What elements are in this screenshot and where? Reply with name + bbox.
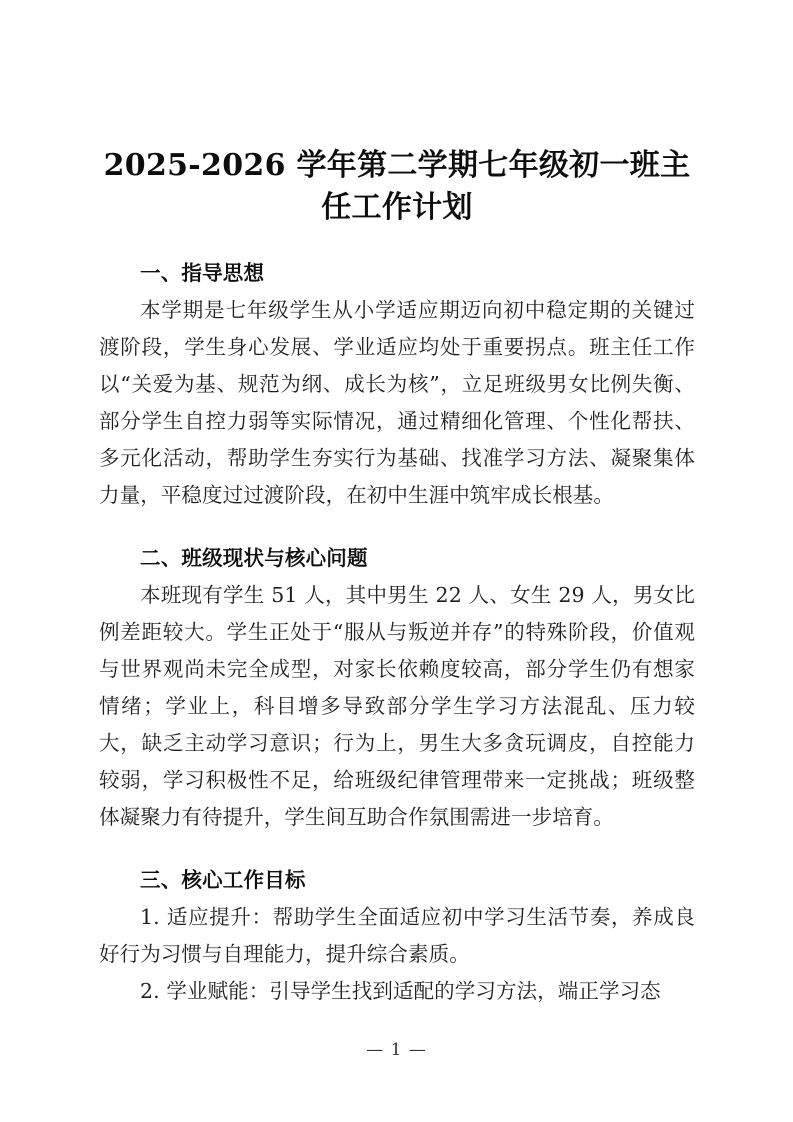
section-3-paragraph-1: 1. 适应提升：帮助学生全面适应初中学习生活节奏，养成良好行为习惯与自理能力，提升综合素质。 — [99, 905, 695, 966]
section-3-paragraph-2: 2. 学业赋能：引导学生找到适配的学习方法，端正学习态 — [140, 979, 661, 1003]
page-number: — 1 — — [366, 1040, 427, 1060]
section-1-paragraph-1: 本学期是七年级学生从小学适应期迈向初中稳定期的关键过渡阶段，学生身心发展、学业适应均处于重要拐点。班主任工作以“关爱为基、规范为纲、成长为核”，立足班级男女比例失衡、部分学生自控力弱等实际情况，通过精细化管理、个性化帮扶、多元化活动，帮助学生夯实行为基础、找准学习方法、凝聚集体力量，平稳度过过渡阶段，在初中生涯中筑牢成长根基。 — [99, 298, 695, 507]
page-title: 2025-2026 学年第二学期七年级初一班主任工作计划 — [103, 148, 691, 225]
section-2-paragraph-1: 本班现有学生 51 人，其中男生 22 人、女生 29 人，男女比例差距较大。学生正处于“服从与叛逆并存”的特殊阶段，价值观与世界观尚未完全成型，对家长依赖度较高，部分学生仍有想家情绪；学业上，科目增多导致部分学生学习方法混乱、压力较大，缺乏主动学习意识；行为上，男生大多贪玩调皮，自控能力较弱，学习积极性不足，给班级纪律管理带来一定挑战；班级整体凝聚力有待提升，学生间互助合作氛围需进一步培育。 — [99, 583, 695, 829]
section-heading-3: 三、核心工作目标 — [140, 868, 306, 892]
section-heading-2: 二、班级现状与核心问题 — [140, 546, 368, 570]
document-content — [99, 0, 695, 1010]
section-heading-1: 一、指导思想 — [140, 261, 265, 285]
